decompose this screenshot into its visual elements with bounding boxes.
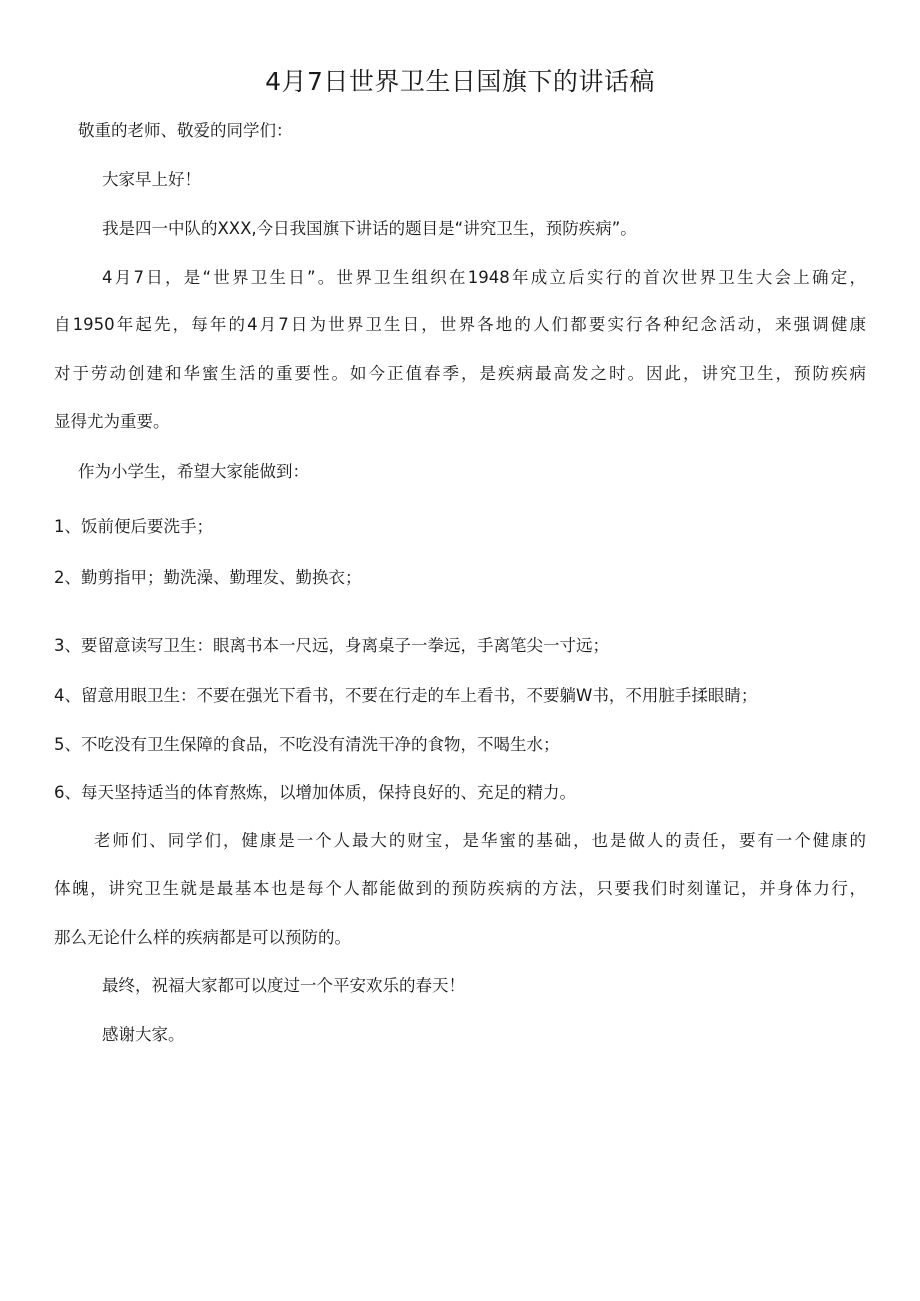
list-item: 1、饭前便后要洗手； xyxy=(54,517,213,536)
salutation: 敬重的老师、敬爱的同学们： xyxy=(78,121,293,140)
health-paragraph xyxy=(54,829,866,959)
paragraph-line: 对于劳动创建和华蜜生活的重要性。如今正值春季，是疾病最高发之时。因此，讲究卫生，预防疾病 xyxy=(54,364,866,383)
list-item: 2、勤剪指甲；勤洗澡、勤理发、勤换衣； xyxy=(54,568,362,587)
list-item: 3、要留意读写卫生：眼离书本一尺远，身离桌子一拳远，手离笔尖一寸远； xyxy=(54,636,609,655)
paragraph-line: 4月7日，是“世界卫生日”。世界卫生组织在1948年成立后实行的首次世界卫生大会上确定， xyxy=(102,268,866,287)
closing-thanks: 感谢大家。 xyxy=(102,1025,185,1044)
list-item: 4、留意用眼卫生：不要在强光下看书，不要在行走的车上看书，不要躺W书，不用脏手揉眼睛； xyxy=(54,686,758,705)
paragraph-line: 老师们、同学们，健康是一个人最大的财宝，是华蜜的基础，也是做人的责任，要有一个健康的 xyxy=(94,831,866,850)
hope-intro: 作为小学生，希望大家能做到： xyxy=(78,462,309,481)
paragraph-line: 体魄，讲究卫生就是最基本也是每个人都能做到的预防疾病的方法，只要我们时刻谨记，并身体力行， xyxy=(54,879,866,898)
closing-wish: 最终，祝福大家都可以度过一个平安欢乐的春天！ xyxy=(102,976,465,995)
document-title: 4月7日世界卫生日国旗下的讲话稿 xyxy=(265,67,655,96)
list-item: 6、每天坚持适当的体育熬炼，以增加体质，保持良好的、充足的精力。 xyxy=(54,783,576,802)
list-item: 5、不吃没有卫生保障的食品，不吃没有清洗干净的食物，不喝生水； xyxy=(54,735,560,754)
paragraph-line: 那么无论什么样的疾病都是可以预防的。 xyxy=(54,928,351,947)
intro-paragraph: 我是四一中队的XXX,今日我国旗下讲话的题目是“讲究卫生，预防疾病”。 xyxy=(102,219,637,238)
paragraph-line: 显得尤为重要。 xyxy=(54,412,170,431)
world-health-day-paragraph xyxy=(54,266,866,436)
paragraph-line: 自1950年起先，每年的4月7日为世界卫生日，世界各地的人们都要实行各种纪念活动，来强调健康 xyxy=(54,315,866,334)
greeting: 大家早上好！ xyxy=(102,170,201,189)
